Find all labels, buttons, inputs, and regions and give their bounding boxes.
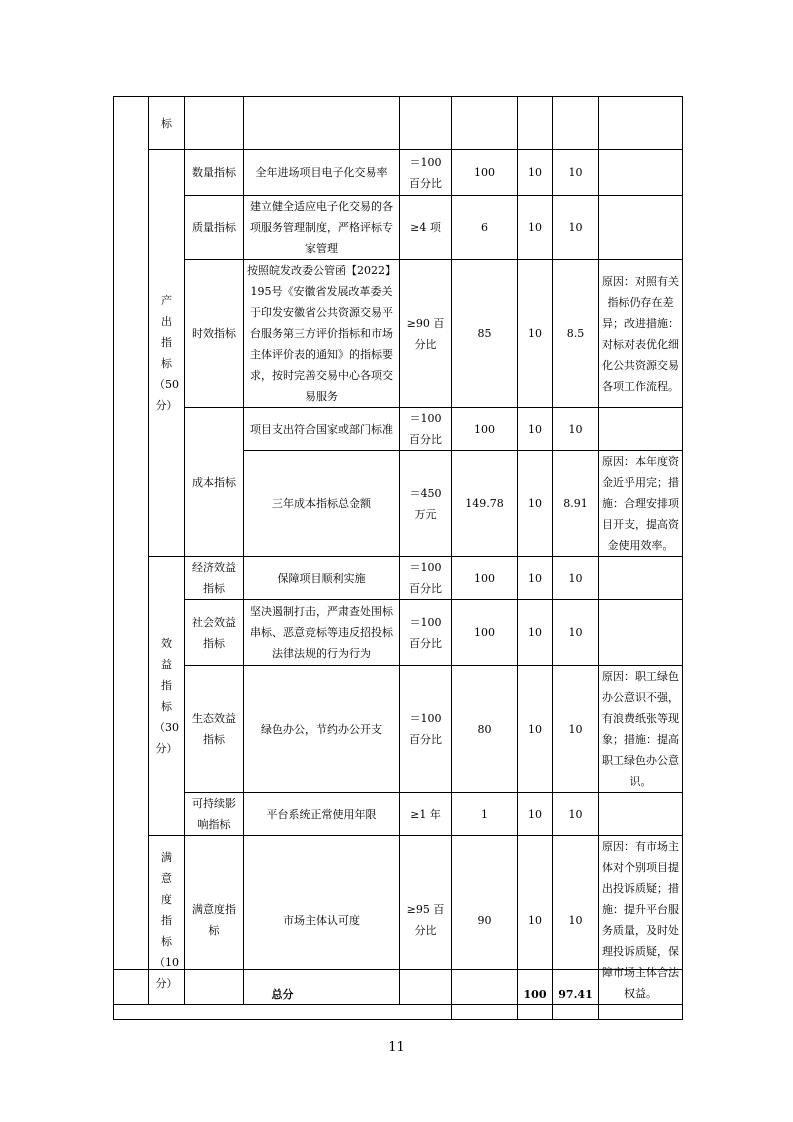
empty-cell	[400, 97, 452, 150]
empty-cell	[185, 97, 244, 150]
reason-cell: 原因：职工绿色办公意识不强，有浪费纸张等现象；措施：提高职工绿色办公意识。	[599, 666, 683, 793]
score-cell: 10	[553, 150, 599, 196]
table-row	[114, 97, 683, 150]
level2-cell: 成本指标	[185, 408, 244, 557]
level3-cell: 绿色办公，节约办公开支	[244, 666, 400, 793]
target-cell: ＝100 百分比	[400, 150, 452, 196]
level1-output-cell: 产 出 指 标 （50 分）	[149, 150, 185, 557]
reason-cell	[599, 196, 683, 260]
level3-cell: 坚决遏制打击，严肃查处围标串标、恶意竞标等违反招投标法律法规的行为行为	[244, 600, 400, 666]
reason-cell	[599, 600, 683, 666]
reason-cell: 原因：有市场主体对个别项目提出投诉质疑；措施：提升平台服务质量，及时处理投诉质疑，保障市场主体合法权益。	[599, 836, 683, 1005]
page-number: 11	[388, 1040, 405, 1055]
empty-cell	[553, 97, 599, 150]
reason-cell: 原因：对照有关指标仍存在差异；改进措施：对标对表优化细化公共资源交易各项工作流程。	[599, 260, 683, 408]
actual-cell: 149.78	[452, 451, 518, 557]
actual-cell: 80	[452, 666, 518, 793]
weight-cell: 10	[518, 196, 553, 260]
score-cell: 8.91	[553, 451, 599, 557]
table-row	[114, 600, 683, 666]
level2-cell: 社会效益 指标	[185, 600, 244, 666]
level3-cell: 项目支出符合国家或部门标准	[244, 408, 400, 451]
level2-cell: 可持续影 响指标	[185, 793, 244, 836]
weight-cell: 10	[518, 836, 553, 1005]
actual-cell: 6	[452, 196, 518, 260]
level1-satisfaction-cell: 满 意 度 指 标 （10 分）	[149, 836, 185, 1005]
reason-cell	[599, 557, 683, 600]
reason-cell: 原因：本年度资金近乎用完；措施：合理安排项目开支，提高资金使用效率。	[599, 451, 683, 557]
empty-cell	[599, 970, 683, 1020]
level3-cell: 全年进场项目电子化交易率	[244, 150, 400, 196]
total-table	[113, 969, 683, 1020]
level3-cell: 按照皖发改委公管函【2022】195号《安徽省发展改革委关于印发安徽省公共资源交易平台服务第三方评价指标和市场主体评价表的通知》的指标要求，按时完善交易中心各项交易服务	[244, 260, 400, 408]
score-cell: 8.5	[553, 260, 599, 408]
empty-cell	[244, 97, 400, 150]
total-row	[114, 970, 683, 1020]
weight-cell: 10	[518, 451, 553, 557]
table-row	[114, 793, 683, 836]
table-row	[114, 196, 683, 260]
level3-cell: 平台系统正常使用年限	[244, 793, 400, 836]
empty-cell	[452, 970, 518, 1020]
actual-cell: 100	[452, 557, 518, 600]
level2-cell: 时效指标	[185, 260, 244, 408]
actual-cell: 100	[452, 408, 518, 451]
empty-cell	[452, 97, 518, 150]
target-cell: ≥90 百 分比	[400, 260, 452, 408]
total-label-cell: 总分	[114, 970, 452, 1020]
table-row	[114, 260, 683, 408]
score-cell: 10	[553, 557, 599, 600]
level2-cell: 经济效益 指标	[185, 557, 244, 600]
empty-cell	[599, 97, 683, 150]
weight-cell: 10	[518, 408, 553, 451]
reason-cell	[599, 408, 683, 451]
level1-continued-cell	[114, 97, 149, 1005]
target-cell: ＝100 百分比	[400, 557, 452, 600]
level2-cell: 数量指标	[185, 150, 244, 196]
actual-cell: 90	[452, 836, 518, 1005]
weight-cell: 10	[518, 150, 553, 196]
target-cell: ≥4 项	[400, 196, 452, 260]
table-row	[114, 408, 683, 451]
level3-cell: 三年成本指标总金额	[244, 451, 400, 557]
table-row	[114, 557, 683, 600]
total-weight-cell: 100	[518, 970, 553, 1020]
target-cell: ＝100 百分比	[400, 600, 452, 666]
target-cell: ＝100 百分比	[400, 666, 452, 793]
level3-cell: 保障项目顺利实施	[244, 557, 400, 600]
level3-cell: 建立健全适应电子化交易的各项服务管理制度，严格评标专家管理	[244, 196, 400, 260]
total-score-cell: 97.41	[553, 970, 599, 1020]
table-row	[114, 150, 683, 196]
actual-cell: 100	[452, 600, 518, 666]
target-cell: ＝100 百分比	[400, 408, 452, 451]
weight-cell: 10	[518, 666, 553, 793]
score-cell: 10	[553, 836, 599, 1005]
score-cell: 10	[553, 408, 599, 451]
level2-cell: 满意度指 标	[185, 836, 244, 1005]
performance-indicator-table	[113, 96, 683, 1005]
level1-benefit-cell: 效 益 指 标 （30 分）	[149, 557, 185, 836]
weight-cell: 10	[518, 260, 553, 408]
empty-cell	[518, 97, 553, 150]
table-row	[114, 666, 683, 793]
score-cell: 10	[553, 196, 599, 260]
score-cell: 10	[553, 793, 599, 836]
target-cell: ＝450 万元	[400, 451, 452, 557]
level3-cell: 市场主体认可度	[244, 836, 400, 1005]
score-cell: 10	[553, 600, 599, 666]
actual-cell: 85	[452, 260, 518, 408]
target-cell: ≥95 百 分比	[400, 836, 452, 1005]
weight-cell: 10	[518, 600, 553, 666]
actual-cell: 100	[452, 150, 518, 196]
weight-cell: 10	[518, 557, 553, 600]
score-cell: 10	[553, 666, 599, 793]
reason-cell	[599, 150, 683, 196]
weight-cell: 10	[518, 793, 553, 836]
level2-continued-cell: 标	[149, 97, 185, 150]
target-cell: ≥1 年	[400, 793, 452, 836]
reason-cell	[599, 793, 683, 836]
level2-cell: 生态效益 指标	[185, 666, 244, 793]
actual-cell: 1	[452, 793, 518, 836]
level2-cell: 质量指标	[185, 196, 244, 260]
